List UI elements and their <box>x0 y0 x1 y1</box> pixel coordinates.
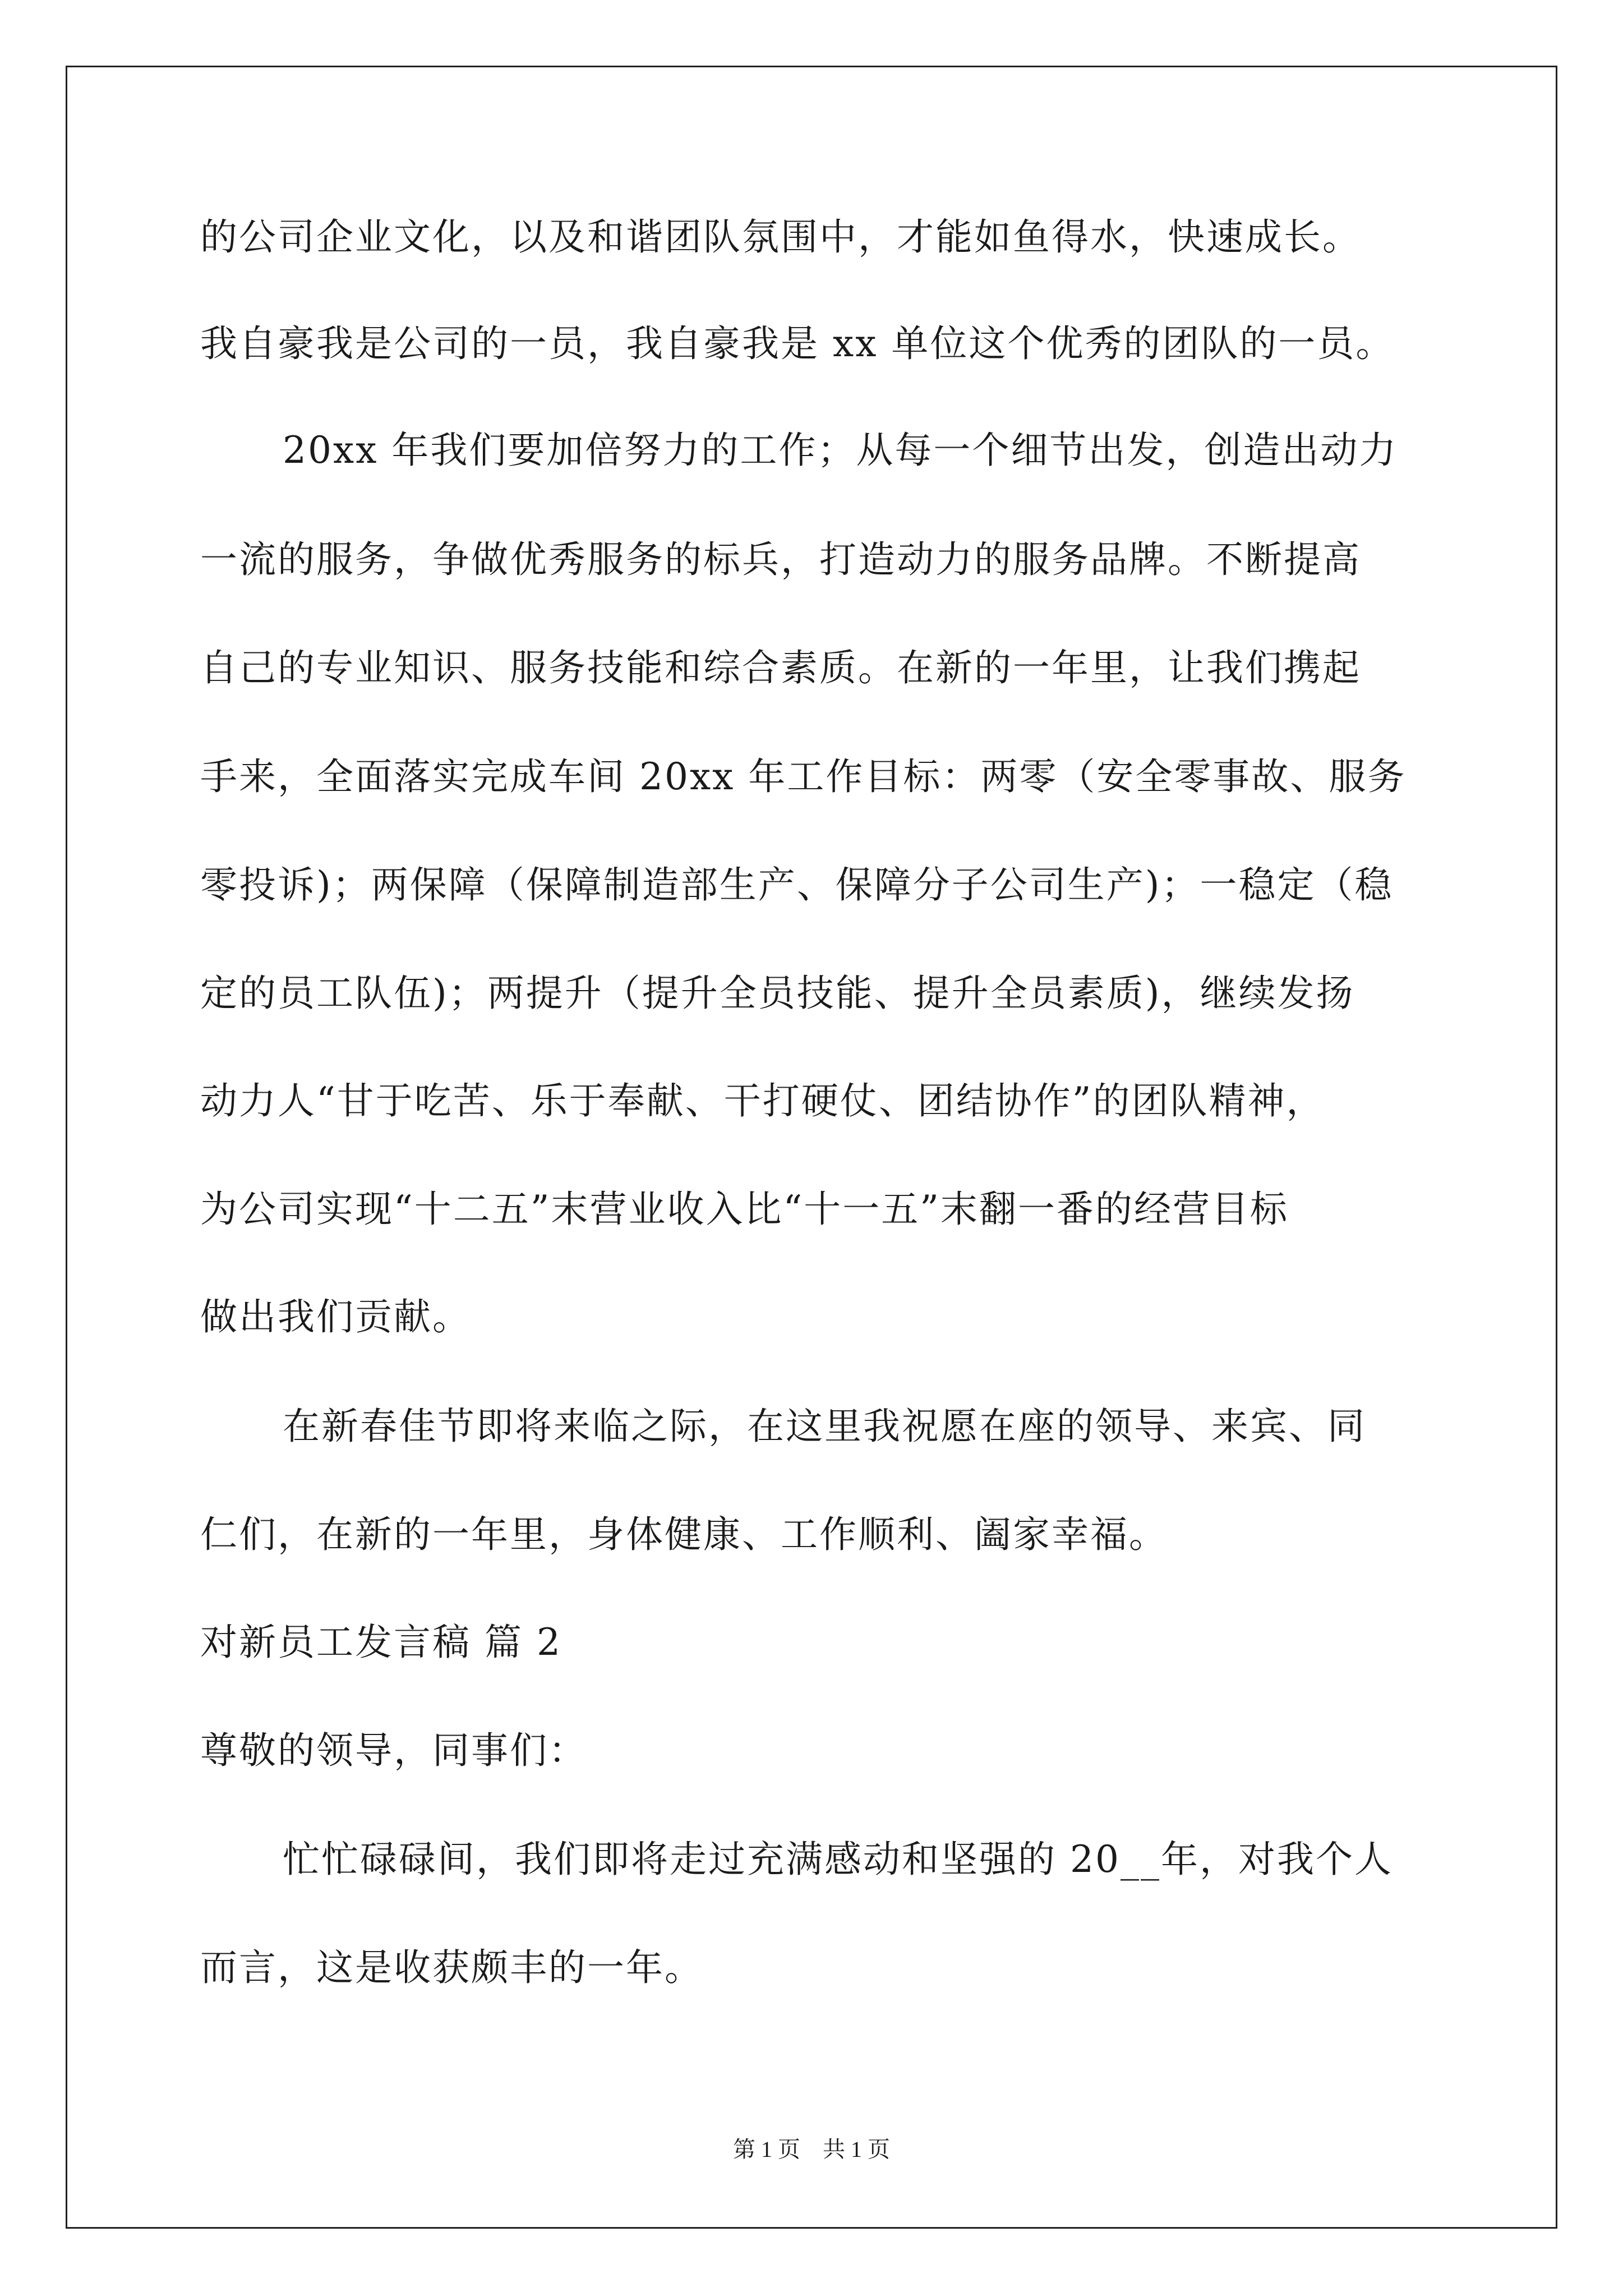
paragraph-line: 动力人“甘于吃苦、乐于奉献、干打硬仗、团结协作”的团队精神， <box>200 1079 1325 1122</box>
salutation: 尊敬的领导，同事们： <box>200 1729 587 1772</box>
paragraph-line: 仁们，在新的一年里，身体健康、工作顺利、阖家幸福。 <box>200 1513 1168 1556</box>
paragraph-line: 20xx 年我们要加倍努力的工作；从每一个细节出发，创造出动力 <box>283 429 1398 472</box>
paragraph-line: 做出我们贡献。 <box>200 1295 471 1338</box>
paragraph-line: 定的员工队伍)；两提升（提升全员技能、提升全员素质)，继续发扬 <box>200 972 1355 1015</box>
paragraph-line: 而言，这是收获颇丰的一年。 <box>200 1946 703 1989</box>
paragraph-line: 一流的服务，争做优秀服务的标兵，打造动力的服务品牌。不断提高 <box>200 538 1361 581</box>
paragraph-line: 为公司实现“十二五”末营业收入比“十一五”末翻一番的经营目标 <box>200 1188 1289 1231</box>
page-footer: 第 1 页 共 1 页 <box>733 2137 890 2162</box>
paragraph-line: 在新春佳节即将来临之际，在这里我祝愿在座的领导、来宾、同 <box>283 1405 1366 1448</box>
paragraph-line: 忙忙碌碌间，我们即将走过充满感动和坚强的 20__年，对我个人 <box>283 1838 1393 1881</box>
paragraph-line: 手来，全面落实完成车间 20xx 年工作目标：两零（安全零事故、服务 <box>200 755 1407 798</box>
paragraph-line: 零投诉)；两保障（保障制造部生产、保障分子公司生产)；一稳定（稳 <box>200 863 1394 907</box>
paragraph-line: 自己的专业知识、服务技能和综合素质。在新的一年里，让我们携起 <box>200 646 1361 689</box>
paragraph-line: 的公司企业文化，以及和谐团队氛围中，才能如鱼得水，快速成长。 <box>200 215 1361 259</box>
page-border <box>66 66 1557 2229</box>
paragraph-line: 我自豪我是公司的一员，我自豪我是 xx 单位这个优秀的团队的一员。 <box>200 322 1395 365</box>
section-heading: 对新员工发言稿 篇 2 <box>200 1621 562 1664</box>
